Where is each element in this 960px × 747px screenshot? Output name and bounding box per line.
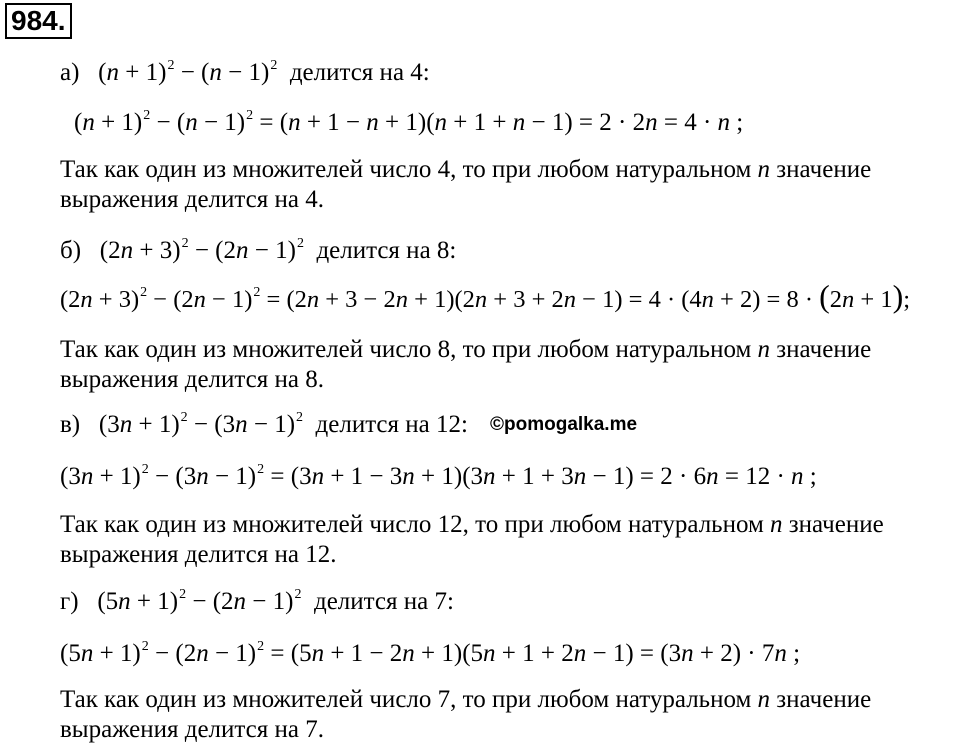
part-b-label: б) [60,237,82,264]
part-b-header [60,236,456,265]
part-c-equation: $(3n + 1)^2 - (3n - 1)^2 = (3n + 1 - 3n + 1)(3n + 1 + 3n - 1) = 2 \cdot 6n = 12 \cdot n$ ; [60,462,817,490]
part-b-condition: делится на 8: [316,237,457,264]
part-b-conclusion: Так как один из множителей число 8, то при любом натуральном n значение выражения делится на 8. [60,336,872,393]
part-a-condition: делится на 4: [289,59,430,86]
part-d-equation: $(5n + 1)^2 - (2n - 1)^2 = (5n + 1 - 2n + 1)(5n + 1 + 2n - 1) = (3n + 2) \cdot 7n$ ; [60,639,801,667]
part-c-header [60,410,468,439]
part-b-expression: $(2n + 3)^2 - (2n - 1)^2$ [87,236,304,264]
part-c-expression: $(3n + 1)^2 - (3n - 1)^2$ [86,410,304,438]
part-a-label: а) [60,59,80,86]
problem-number: 984. [5,3,72,39]
part-a-expression: $(n + 1)^2 - (n - 1)^2$ [85,58,278,86]
part-d-expression: $(5n + 1)^2 - (2n - 1)^2$ [84,587,302,615]
watermark: ©pomogalka.me [490,414,638,435]
part-c-label: в) [60,411,81,438]
part-c-condition: делится на 12: [315,411,468,438]
part-a-conclusion: Так как один из множителей число 4, то при любом натуральном n значение выражения делится на 4. [60,156,872,213]
part-a-equation: $(n + 1)^2 - (n - 1)^2 = (n + 1 - n + 1)(n + 1 + n - 1) = 2 \cdot 2n = 4 \cdot n$ ; [74,108,744,136]
part-d-condition: делится на 7: [313,588,454,615]
part-b-equation: $(2n + 3)^2 - (2n - 1)^2 = (2n + 3 - 2n + 1)(2n + 3 + 2n - 1) = 4 \cdot (4n + 2) = 8 \cdot (2n + 1)$; [60,278,911,314]
part-a-header [60,58,430,87]
part-c-conclusion: Так как один из множителей число 12, то при любом натуральном n значение выражения делится на 12. [60,511,884,568]
part-d-label: г) [60,588,79,615]
part-d-conclusion: Так как один из множителей число 7, то при любом натуральном n значение выражения делится на 7. [60,686,872,743]
part-d-header [60,587,454,616]
